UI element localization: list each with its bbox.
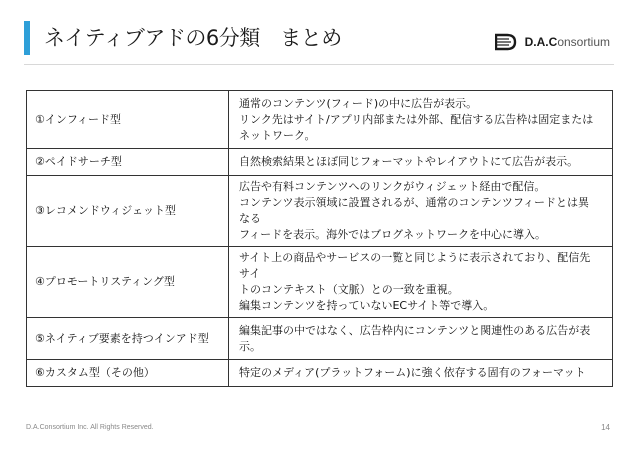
table-row [27,149,613,176]
dac-logo-icon [495,33,521,51]
description-line: 通常のコンテンツ(フィード)の中に広告が表示。 [239,96,478,110]
ad-type-name: ⑥カスタム型（その他） [27,360,229,387]
ad-type-description [229,91,613,149]
ad-type-description [229,318,613,360]
ad-type-description [229,360,613,387]
ad-type-name: ②ペイドサーチ型 [27,149,229,176]
description-line: 広告や有料コンテンツへのリンクがウィジェット経由で配信。 [239,180,546,193]
ad-type-name: ④プロモートリスティング型 [27,247,229,318]
company-logo [495,32,610,52]
logo-wordmark: D.A.Consortium [524,35,610,49]
page-number: 14 [601,423,610,432]
description-line: フィードを表示。海外ではブログネットワークを中心に導入。 [239,228,547,241]
ad-type-name: ③レコメンドウィジェット型 [27,176,229,247]
copyright-text: D.A.Consortium Inc. All Rights Reserved. [26,424,154,431]
description-line: 編集記事の中ではなく、広告枠内にコンテンツと関連性のある広告が表 [239,323,591,337]
ad-type-name: ⑤ネイティブ要素を持つインアド型 [27,318,229,360]
page-title: ネイティブアドの6分類 まとめ [44,26,342,50]
header-divider [24,64,614,65]
description-line: ネットワーク。 [239,128,316,142]
table-row [27,318,613,360]
description-line: 特定のメディア(プラットフォーム)に強く依存する固有のフォーマット [239,366,586,379]
title-accent-bar [24,21,30,55]
description-line: コンテンツ表示領域に設置されるが、通常のコンテンツフィードとは異なる [239,196,590,225]
description-line: リンク先はサイト/アプリ内部または外部、配信する広告枠は固定または [239,112,594,126]
table-row [27,360,613,387]
description-line: サイト上の商品やサービスの一覧と同じように表示されており、配信先サイ [239,251,591,280]
ad-type-name: ①インフィード型 [27,91,229,149]
description-line: 自然検索結果とほぼ同じフォーマットやレイアウトにて広告が表示。 [239,155,579,168]
table-row [27,176,613,247]
description-line: トのコンテキスト（文脈）との一致を重視。 [239,283,459,296]
classification-table [26,90,613,387]
ad-type-description [229,247,613,318]
ad-type-description [229,176,613,247]
description-line: 編集コンテンツを持っていないECサイト等で導入。 [239,299,495,312]
ad-type-description [229,149,613,176]
table-row [27,91,613,149]
description-line: 示。 [239,339,261,353]
table-row [27,247,613,318]
